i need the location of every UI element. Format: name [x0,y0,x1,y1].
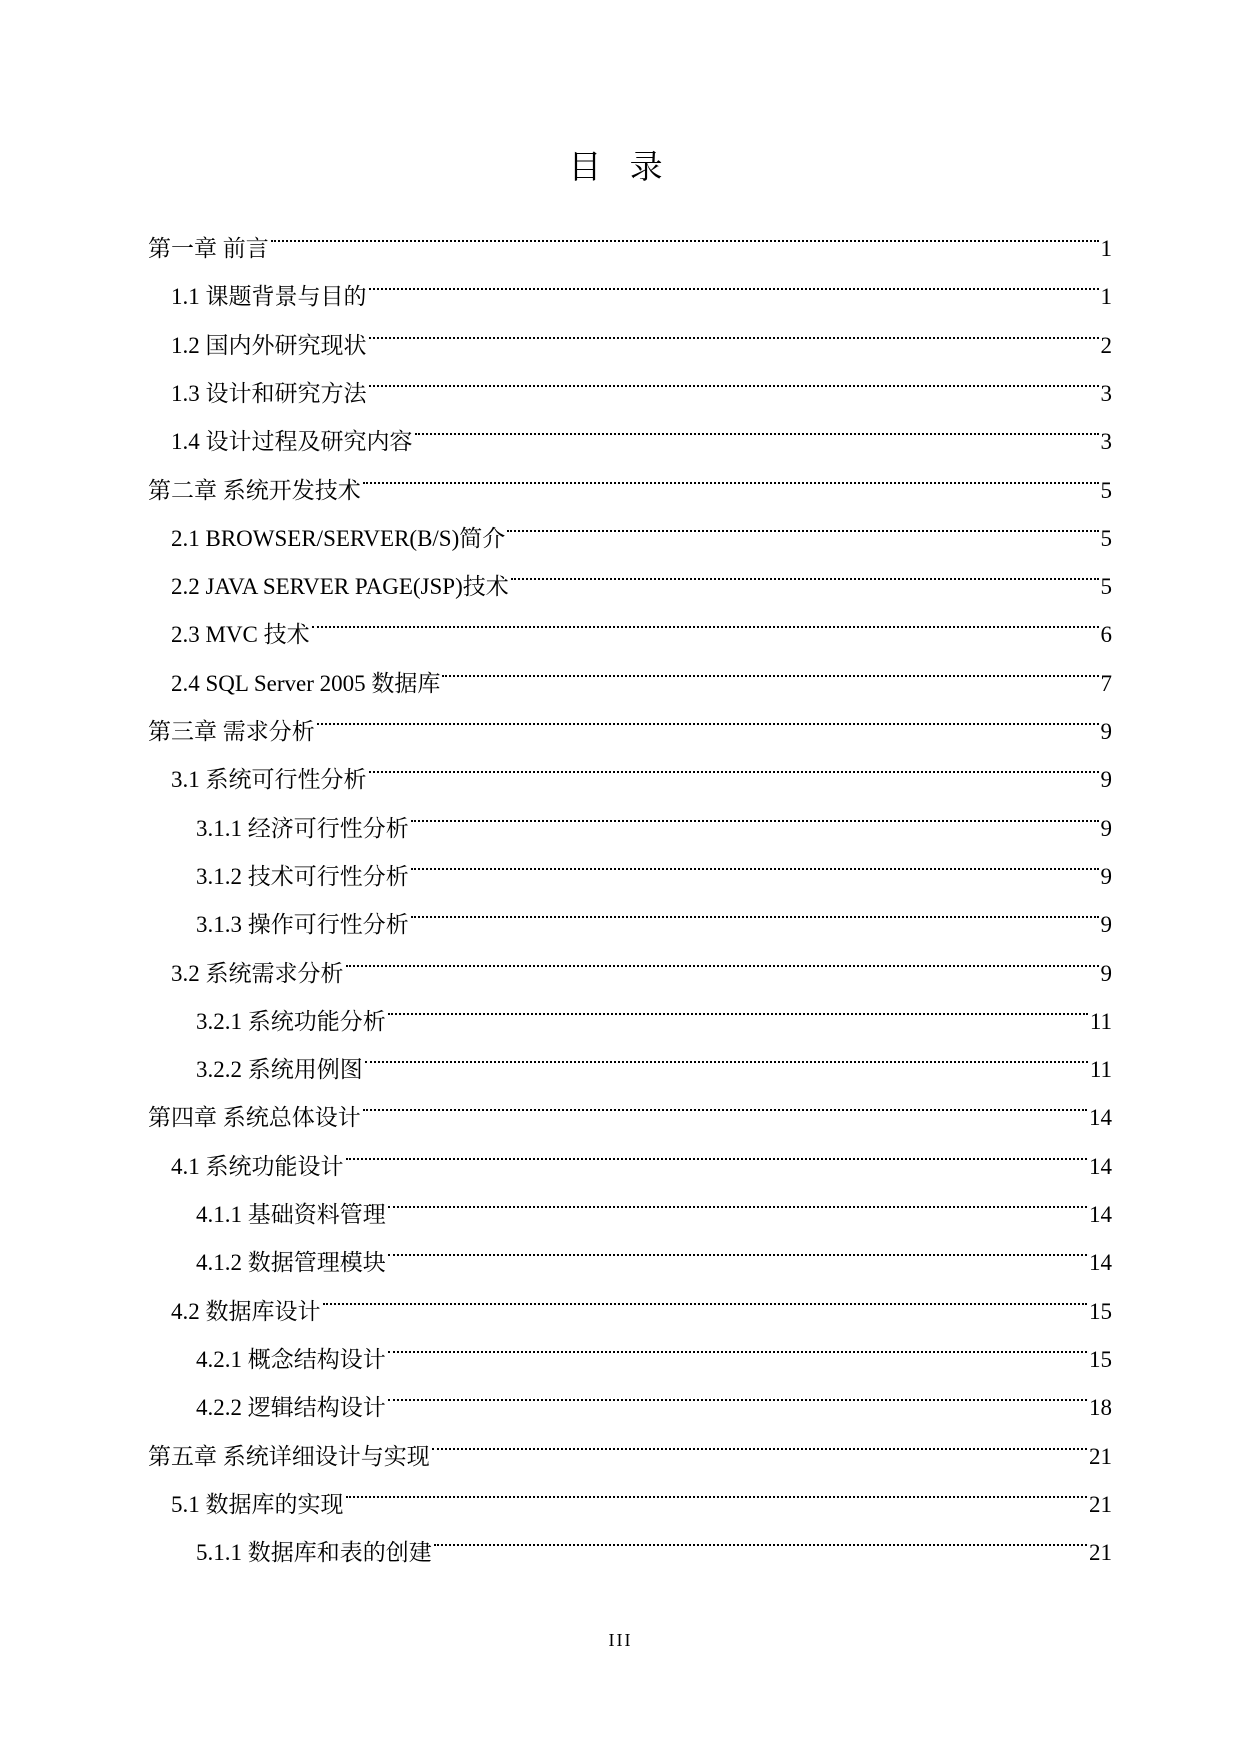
toc-entry-title: 数据管理模块 [247,1250,386,1275]
toc-entry[interactable] [196,788,1112,841]
toc-entry[interactable] [171,546,1112,599]
toc-entry-number: 2.3 [171,622,200,647]
toc-entry-title: 设计和研究方法 [205,381,367,406]
toc-entry-number: 4.1.1 [196,1202,242,1227]
toc-entry-title: 基础资料管理 [247,1202,386,1227]
toc-entry-title: 国内外研究现状 [205,333,367,358]
toc-entry[interactable] [196,1512,1112,1565]
toc-entry-number: 3.1.1 [196,816,242,841]
toc-entry-title: 系统总体设计 [222,1105,361,1130]
toc-entry-number: 第二章 [148,478,217,503]
toc-entry[interactable] [171,1126,1112,1179]
toc-entry-page: 14 [1089,1105,1112,1130]
toc-entry-number: 4.2.2 [196,1395,242,1420]
toc-entry[interactable] [171,1271,1112,1324]
toc-entry[interactable] [171,401,1112,454]
toc-entry-title: JAVA SERVER PAGE(JSP)技术 [205,574,509,599]
toc-entry-page: 5 [1100,574,1112,599]
toc-leader-dots [346,933,1099,981]
toc-entry[interactable] [171,353,1112,406]
toc-leader-dots [388,981,1088,1029]
toc-entry-number: 4.1 [171,1154,200,1179]
toc-entry-page: 6 [1100,622,1112,647]
toc-entry-title: BROWSER/SERVER(B/S)简介 [205,526,506,551]
toc-entry-page: 5 [1100,526,1112,551]
toc-entry-page: 21 [1089,1492,1112,1517]
page-number-footer: III [608,1630,633,1650]
toc-entry-page: 9 [1100,961,1112,986]
toc-entry-number: 4.1.2 [196,1250,242,1275]
toc-entry-title: 经济可行性分析 [247,816,409,841]
toc-entry-number: 3.2.1 [196,1009,242,1034]
toc-entry[interactable] [148,450,1112,503]
toc-entry-number: 3.2.2 [196,1057,242,1082]
toc-entry[interactable] [196,1319,1112,1372]
toc-entry-number: 2.1 [171,526,200,551]
toc-entry-title: 设计过程及研究内容 [205,429,413,454]
toc-entry-page: 18 [1089,1395,1112,1420]
toc-entry-page: 21 [1089,1444,1112,1469]
toc-entry-page: 9 [1100,912,1112,937]
toc-entry[interactable] [196,981,1112,1034]
toc-leader-dots [388,1319,1087,1367]
toc-entry-page: 14 [1089,1202,1112,1227]
toc-entry-title: 系统可行性分析 [205,767,367,792]
toc-leader-dots [363,450,1099,498]
toc-entry-number: 1.1 [171,284,200,309]
toc-leader-dots [388,1174,1087,1222]
toc-entry-number: 1.2 [171,333,200,358]
toc-entry[interactable] [171,1464,1112,1517]
toc-entry[interactable] [148,208,1112,261]
toc-entry-title: 数据库设计 [205,1299,321,1324]
toc-leader-dots [432,1416,1087,1464]
toc-leader-dots [434,1512,1087,1560]
toc-leader-dots [442,643,1098,691]
toc-entry-page: 11 [1089,1009,1112,1034]
toc-entry-page: 3 [1100,429,1112,454]
toc-entry-page: 7 [1100,671,1112,696]
toc-entry-page: 9 [1100,816,1112,841]
toc-entry-title: 数据库的实现 [205,1492,344,1517]
toc-leader-dots [346,1464,1088,1512]
toc-entry-title: MVC 技术 [205,622,310,647]
toc-entry-number: 3.2 [171,961,200,986]
toc-entry[interactable] [196,1222,1112,1275]
toc-entry[interactable] [196,1367,1112,1420]
toc-leader-dots [511,546,1099,594]
toc-entry-page: 1 [1100,284,1112,309]
toc-leader-dots [271,208,1099,256]
toc-entry-title: 系统功能分析 [247,1009,386,1034]
toc-leader-dots [369,739,1099,787]
toc-entry-number: 第四章 [148,1105,217,1130]
toc-entry[interactable] [171,305,1112,358]
toc-entry-title: 概念结构设计 [247,1347,386,1372]
toc-entry-title: 技术可行性分析 [247,864,409,889]
toc-entry-page: 15 [1089,1299,1112,1324]
toc-leader-dots [369,353,1099,401]
toc-entry-page: 14 [1089,1250,1112,1275]
toc-entry-title: 系统用例图 [247,1057,363,1082]
toc-entry-page: 3 [1100,381,1112,406]
toc-entry-number: 2.4 [171,671,200,696]
toc-entry-title: 操作可行性分析 [247,912,409,937]
toc-leader-dots [365,1029,1088,1077]
toc-entry[interactable] [148,1077,1112,1130]
toc-entry-number: 3.1 [171,767,200,792]
toc-entry-number: 3.1.3 [196,912,242,937]
toc-entry-page: 11 [1089,1057,1112,1082]
toc-entry-number: 4.2 [171,1299,200,1324]
toc-leader-dots [346,1126,1088,1174]
toc-entry[interactable] [171,643,1112,696]
toc-leader-dots [363,1077,1087,1125]
toc-entry-title: 需求分析 [222,719,315,744]
toc-leader-dots [411,788,1099,836]
toc-entry-number: 4.2.1 [196,1347,242,1372]
toc-leader-dots [388,1367,1087,1415]
toc-entry-title: SQL Server 2005 数据库 [205,671,441,696]
toc-entry-title: 逻辑结构设计 [247,1395,386,1420]
toc-entry-page: 9 [1100,719,1112,744]
toc-leader-dots [317,691,1099,739]
toc-entry-title: 系统开发技术 [222,478,361,503]
toc-entry[interactable] [196,1029,1112,1082]
toc-entry-title: 数据库和表的创建 [247,1540,432,1565]
toc-entry-page: 9 [1100,864,1112,889]
toc-entry-number: 第一章 [148,236,217,261]
page-title: 目 录 [568,150,673,186]
toc-entry[interactable] [196,1174,1112,1227]
toc-leader-dots [507,498,1098,546]
toc-leader-dots [411,836,1099,884]
toc-entry-number: 1.4 [171,429,200,454]
toc-entry[interactable] [148,1416,1112,1469]
toc-entry-page: 1 [1100,236,1112,261]
toc-entry-title: 课题背景与目的 [205,284,367,309]
toc-entry[interactable] [171,256,1112,309]
toc-entry-number: 5.1 [171,1492,200,1517]
toc-entry-number: 2.2 [171,574,200,599]
toc-entry-page: 5 [1100,478,1112,503]
toc-entry-page: 15 [1089,1347,1112,1372]
toc-entry[interactable] [196,836,1112,889]
toc-leader-dots [411,884,1099,932]
toc-leader-dots [369,256,1099,304]
toc-entry-number: 第五章 [148,1444,217,1469]
toc-entry-title: 系统功能设计 [205,1154,344,1179]
toc-leader-dots [415,401,1099,449]
toc-leader-dots [312,594,1099,642]
toc-entry[interactable] [171,594,1112,647]
toc-entry-page: 2 [1100,333,1112,358]
toc-leader-dots [323,1271,1088,1319]
toc-entry-number: 3.1.2 [196,864,242,889]
toc-entry[interactable] [171,933,1112,986]
toc-entry-title: 系统详细设计与实现 [222,1444,430,1469]
toc-entry-page: 21 [1089,1540,1112,1565]
toc-entry-title: 系统需求分析 [205,961,344,986]
toc-entry-page: 14 [1089,1154,1112,1179]
toc-entry[interactable] [196,884,1112,937]
toc-entry[interactable] [171,498,1112,551]
toc-entry-number: 5.1.1 [196,1540,242,1565]
toc-entry-page: 9 [1100,767,1112,792]
toc-leader-dots [369,305,1099,353]
toc-entry[interactable] [171,739,1112,792]
toc-entry[interactable] [148,691,1112,744]
toc-entry-title: 前言 [222,236,269,261]
toc-entry-number: 1.3 [171,381,200,406]
toc-leader-dots [388,1222,1087,1270]
toc-entry-number: 第三章 [148,719,217,744]
